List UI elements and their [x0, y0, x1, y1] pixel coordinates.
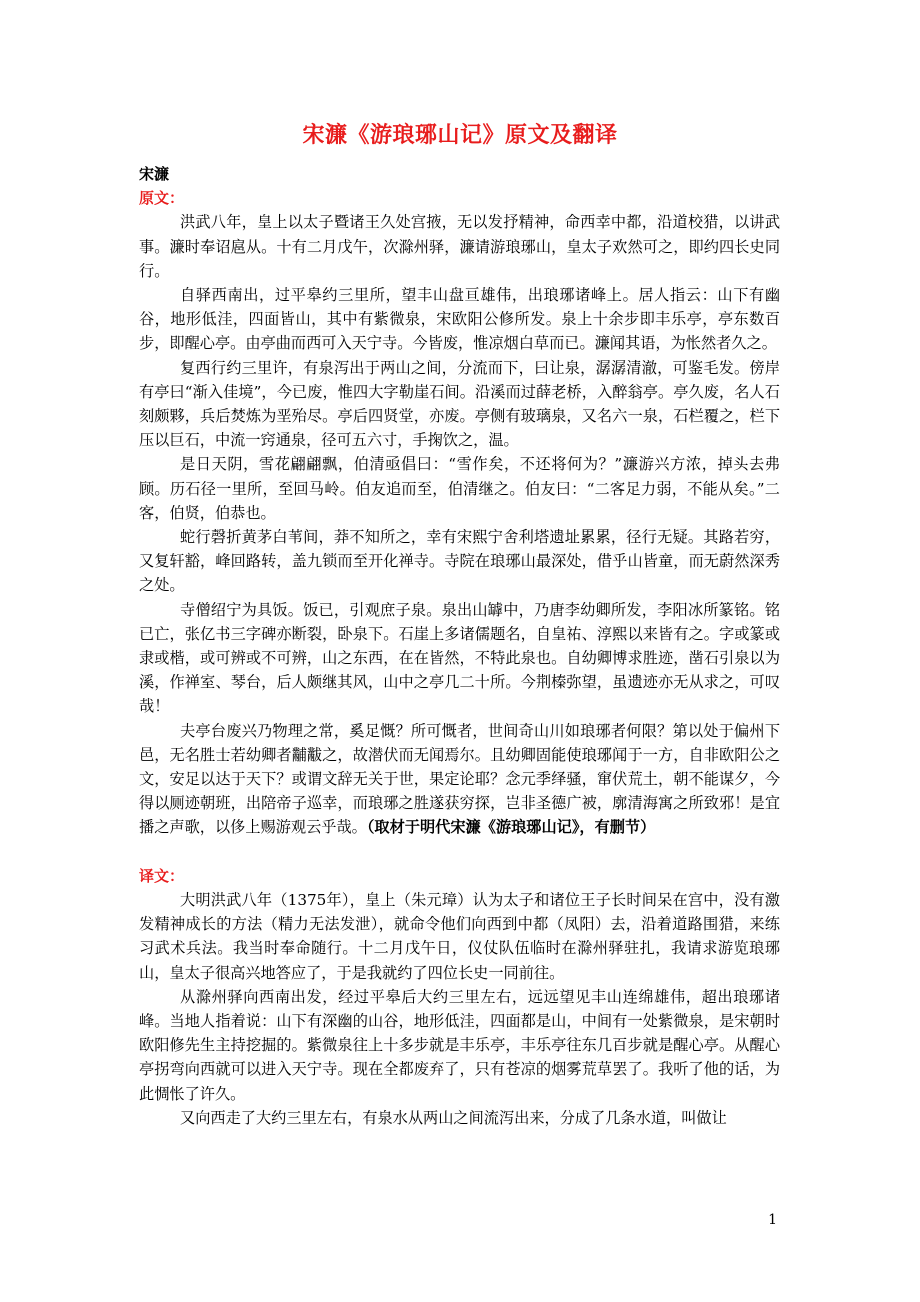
translation-paragraph: 从滁州驿向西南出发，经过平皋后大约三里左右，远远望见丰山连绵雄伟，超出琅琊诸峰。当地人指着说：山下有深幽的山谷，地形低洼，四面都是山，中间有一处紫微泉，是宋朝时欧阳修先生主持挖掘的。紫微泉往上十多步就是丰乐亭，丰乐亭往东几百步就是醒心亭。从醒心亭拐弯向西就可以进入天宁寺。现在全都废弃了，只有苍凉的烟雾荒草罢了。我听了他的话，为此惆怅了许久。	[139, 987, 780, 1103]
section-spacer	[139, 840, 780, 864]
translation-paragraph: 又向西走了大约三里左右，有泉水从两山之间流泻出来，分成了几条水道，叫做让	[180, 1108, 727, 1127]
document-body	[139, 162, 780, 1130]
author-name: 宋濂	[139, 165, 170, 183]
original-paragraph-text: 夫亭台废兴乃物理之常，奚足慨？所可慨者，世间奇山川如琅琊者何限？第以处于偏州下邑，无名胜士若幼卿者黼黻之，故潜伏而无闻焉尔。且幼卿固能使琅琊闻于一方，自非欧阳公之文，安足以达于天下？或谓文辞无关于世，果定论耶？念元季绎骚，窜伏荒土，朝不能谋夕，今得以厕迹朝班，出陪帝子巡幸，而琅琊之胜遂获穷探，岂非圣德广被，廓清海寓之所致邪！是宜播之声歌，以侈上赐游观云乎哉。	[139, 721, 780, 837]
source-note: （取材于明代宋濂《游琅琊山记》，有删节）	[366, 818, 656, 837]
original-paragraph: 寺僧绍宁为具饭。饭已，引观庶子泉。泉出山罅中，乃唐李幼卿所发，李阳冰所篆铭。铭已亡，张亿书三字碑亦断裂，卧泉下。石崖上多诸儒题名，自皇祐、淳熙以来皆有之。字或篆或隶或楷，或可辨或不可辨，山之东西，在在皆然，不特此泉也。自幼卿博求胜迹，凿石引泉以为溪，作禅室、琴台，后人颇继其风，山中之亭几二十所。今荆榛弥望，虽遗迹亦无从求之，可叹哉！	[139, 600, 780, 716]
original-paragraph: 蛇行磬折黄茅白苇间，莽不知所之，幸有宋熙宁舍利塔遗址累累，径行无疑。其路若穷，又复轩豁，峰回路转，盖九锁而至开化禅寺。寺院在琅琊山最深处，借乎山皆童，而无蔚然深秀之处。	[139, 528, 780, 595]
original-paragraph: 复西行约三里许，有泉泻出于两山之间，分流而下，曰让泉，潺潺清澈，可鉴毛发。傍岸有亭曰“渐入佳境”，今已废，惟四大字勒崖石间。沿溪而过薛老桥，入醉翁亭。亭久废，名人石刻颇夥，兵后焚炼为垩殆尽。亭后四贤堂，亦废。亭侧有玻璃泉，又名六一泉，石栏覆之，栏下压以巨石，中流一窍通泉，径可五六寸，手掬饮之，温。	[139, 358, 780, 450]
translation-paragraph: 大明洪武八年（1375年），皇上（朱元璋）认为太子和诸位王子长时间呆在宫中，没有激发精神成长的方法（精力无法发泄），就命令他们向西到中都（凤阳）去，沿着道路围猎，来练习武术兵法。我当时奉命随行。十二月戊午日，仪仗队伍临时在滁州驿驻扎，我请求游览琅琊山，皇太子很高兴地答应了，于是我就约了四位长史一同前往。	[139, 890, 780, 982]
original-paragraph-last	[139, 719, 780, 840]
original-paragraph: 自驿西南出，过平皋约三里所，望丰山盘亘雄伟，出琅琊诸峰上。居人指云：山下有幽谷，地形低洼，四面皆山，其中有紫微泉，宋欧阳公修所发。泉上十余步即丰乐亭，亭东数百步，即醒心亭。由亭曲而西可入天宁寺。今皆废，惟凉烟白草而已。濂闻其语，为怅然者久之。	[139, 286, 780, 353]
translation-label: 译文：	[139, 866, 185, 885]
page-title: 宋濂《游琅琊山记》原文及翻译	[302, 123, 618, 148]
original-text-label: 原文：	[139, 189, 185, 208]
page-number: 1	[768, 1212, 777, 1228]
original-paragraph: 洪武八年，皇上以太子暨诸王久处宫掖，无以发抒精神，命西幸中都，沿道校猎，以讲武事。濂时奉诏扈从。十有二月戊午，次滁州驿，濂请游琅琊山，皇太子欢然可之，即约四长史同行。	[139, 213, 780, 280]
original-paragraph: 是日天阴，雪花翩翩飘，伯清亟倡曰：“雪作矣，不还将何为？”濂游兴方浓，掉头去弗顾。历石径一里所，至回马岭。伯友追而至，伯清继之。伯友曰：“二客足力弱，不能从矣。”二客，伯贤，伯恭也。	[139, 455, 780, 522]
